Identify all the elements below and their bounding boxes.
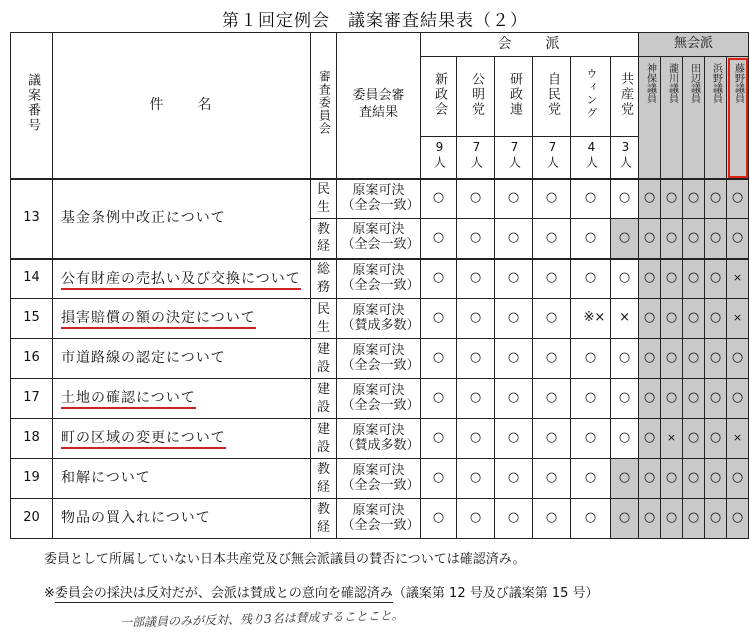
- vote-faction-1: ○: [457, 219, 495, 259]
- committee: 建設: [311, 379, 337, 419]
- committee-result: 原案可決（全会一致）: [337, 339, 421, 379]
- committee: 教経: [311, 219, 337, 259]
- vote-faction-3: ○: [533, 179, 571, 219]
- vote-independent-4: ×: [727, 419, 749, 459]
- vote-independent-3: ○: [705, 339, 727, 379]
- faction-0: 新政会: [421, 57, 457, 137]
- vote-faction-0: ○: [421, 259, 457, 299]
- committee: 民生: [311, 299, 337, 339]
- faction-count-3: 7人: [533, 137, 571, 179]
- vote-faction-0: ○: [421, 339, 457, 379]
- vote-faction-1: ○: [457, 459, 495, 499]
- committee: 総務: [311, 259, 337, 299]
- note-asterisk-underlined: 委員会の採決は反対だが、会派は賛成との意向を確認済み: [54, 586, 393, 601]
- vote-independent-3: ○: [705, 259, 727, 299]
- vote-faction-4: ○: [571, 419, 611, 459]
- vote-independent-2: ○: [683, 259, 705, 299]
- table-row: [11, 179, 749, 219]
- committee-result: 原案可決（全会一致）: [337, 259, 421, 299]
- vote-faction-1: ○: [457, 299, 495, 339]
- committee-result: 原案可決（賛成多数）: [337, 419, 421, 459]
- vote-independent-2: ○: [683, 179, 705, 219]
- vote-independent-3: ○: [705, 299, 727, 339]
- vote-independent-4: ○: [727, 459, 749, 499]
- bill-subject: 土地の確認について: [53, 379, 311, 419]
- note-confirmation: 委員として所属していない日本共産党及び無会派議員の賛否については確認済み。: [44, 552, 526, 567]
- bill-subject: 基金条例中改正について: [53, 179, 311, 259]
- mukaiha-header: 無会派: [639, 33, 749, 57]
- vote-faction-0: ○: [421, 219, 457, 259]
- vote-faction-3: ○: [533, 219, 571, 259]
- number-header: 議案番号: [11, 33, 53, 179]
- vote-faction-2: ○: [495, 419, 533, 459]
- bill-number: 16: [11, 339, 53, 379]
- vote-faction-4: ○: [571, 339, 611, 379]
- vote-independent-1: ○: [661, 259, 683, 299]
- committee-result: 原案可決（全会一致）: [337, 219, 421, 259]
- vote-faction-5: ○: [611, 339, 639, 379]
- vote-faction-5: ○: [611, 179, 639, 219]
- table-row: [11, 299, 749, 339]
- bill-number: 20: [11, 499, 53, 539]
- vote-faction-1: ○: [457, 379, 495, 419]
- vote-faction-4: ○: [571, 179, 611, 219]
- vote-faction-2: ○: [495, 499, 533, 539]
- vote-independent-0: ○: [639, 379, 661, 419]
- table-row: [11, 339, 749, 379]
- bill-number: 17: [11, 379, 53, 419]
- bill-subject: 和解について: [53, 459, 311, 499]
- independent-2: 田辺議員: [683, 57, 705, 179]
- table-row: [11, 379, 749, 419]
- vote-independent-4: ○: [727, 379, 749, 419]
- vote-faction-1: ○: [457, 259, 495, 299]
- bill-subject: 損害賠償の額の決定について: [53, 299, 311, 339]
- vote-independent-3: ○: [705, 419, 727, 459]
- vote-independent-2: ○: [683, 339, 705, 379]
- faction-1: 公明党: [457, 57, 495, 137]
- note-asterisk: [44, 582, 599, 601]
- vote-independent-1: ○: [661, 459, 683, 499]
- vote-independent-0: ○: [639, 459, 661, 499]
- vote-faction-4: ○: [571, 219, 611, 259]
- bill-subject: 公有財産の売払い及び交換について: [53, 259, 311, 299]
- bill-number: 13: [11, 179, 53, 259]
- vote-faction-3: ○: [533, 499, 571, 539]
- vote-faction-2: ○: [495, 299, 533, 339]
- independent-4: 藤野議員: [727, 57, 749, 179]
- committee: 教経: [311, 499, 337, 539]
- faction-5: 共産党: [611, 57, 639, 137]
- vote-faction-4: ○: [571, 259, 611, 299]
- note-asterisk-suffix: （議案第 12 号及び議案第 15 号）: [392, 586, 599, 601]
- vote-faction-3: ○: [533, 419, 571, 459]
- bill-subject: 町の区域の変更について: [53, 419, 311, 459]
- vote-faction-5: ×: [611, 299, 639, 339]
- faction-4: ウィング: [571, 57, 611, 137]
- vote-faction-1: ○: [457, 419, 495, 459]
- faction-count-1: 7人: [457, 137, 495, 179]
- vote-faction-5: ○: [611, 459, 639, 499]
- subject-header: 件 名: [53, 33, 311, 179]
- vote-faction-2: ○: [495, 339, 533, 379]
- committee: 民生: [311, 179, 337, 219]
- vote-independent-2: ○: [683, 379, 705, 419]
- vote-faction-2: ○: [495, 259, 533, 299]
- vote-faction-4: ○: [571, 459, 611, 499]
- vote-faction-5: ○: [611, 419, 639, 459]
- vote-independent-2: ○: [683, 299, 705, 339]
- vote-faction-0: ○: [421, 419, 457, 459]
- vote-faction-1: ○: [457, 179, 495, 219]
- table-row: [11, 459, 749, 499]
- vote-faction-5: ○: [611, 379, 639, 419]
- bill-number: 15: [11, 299, 53, 339]
- page-title: 第１回定例会 議案審査結果表（２）: [222, 11, 528, 31]
- vote-independent-1: ○: [661, 179, 683, 219]
- vote-faction-0: ○: [421, 299, 457, 339]
- vote-faction-5: ○: [611, 499, 639, 539]
- vote-faction-2: ○: [495, 379, 533, 419]
- bill-number: 14: [11, 259, 53, 299]
- vote-independent-4: ○: [727, 339, 749, 379]
- committee-result: 原案可決（全会一致）: [337, 379, 421, 419]
- vote-independent-2: ○: [683, 219, 705, 259]
- vote-independent-3: ○: [705, 499, 727, 539]
- independent-3: 浜野議員: [705, 57, 727, 179]
- handwritten-note: 一部議員のみが反対、残り3名は賛成することこと。: [119, 608, 404, 630]
- vote-faction-4: ※×: [571, 299, 611, 339]
- vote-faction-4: ○: [571, 379, 611, 419]
- vote-independent-0: ○: [639, 299, 661, 339]
- bill-subject: 物品の買入れについて: [53, 499, 311, 539]
- results-table: [10, 32, 749, 539]
- vote-faction-1: ○: [457, 339, 495, 379]
- committee-header: 審査委員会: [311, 33, 337, 179]
- table-row: [11, 259, 749, 299]
- committee-result: 原案可決（賛成多数）: [337, 299, 421, 339]
- vote-independent-3: ○: [705, 179, 727, 219]
- vote-faction-3: ○: [533, 299, 571, 339]
- vote-faction-0: ○: [421, 379, 457, 419]
- independent-0: 神保議員: [639, 57, 661, 179]
- faction-count-5: 3人: [611, 137, 639, 179]
- committee: 建設: [311, 339, 337, 379]
- table-row: [11, 499, 749, 539]
- vote-faction-5: ○: [611, 219, 639, 259]
- vote-independent-2: ○: [683, 459, 705, 499]
- committee: 建設: [311, 419, 337, 459]
- vote-independent-4: ×: [727, 259, 749, 299]
- bill-subject: 市道路線の認定について: [53, 339, 311, 379]
- vote-faction-0: ○: [421, 179, 457, 219]
- committee-result: 原案可決（全会一致）: [337, 459, 421, 499]
- faction-count-4: 4人: [571, 137, 611, 179]
- vote-independent-0: ○: [639, 259, 661, 299]
- table-row: [11, 419, 749, 459]
- vote-faction-3: ○: [533, 459, 571, 499]
- result-header: 委員会審査結果: [337, 33, 421, 179]
- vote-independent-1: ○: [661, 299, 683, 339]
- vote-independent-1: ○: [661, 379, 683, 419]
- vote-faction-2: ○: [495, 219, 533, 259]
- vote-independent-1: ○: [661, 499, 683, 539]
- committee: 教経: [311, 459, 337, 499]
- committee-result: 原案可決（全会一致）: [337, 179, 421, 219]
- faction-3: 自民党: [533, 57, 571, 137]
- vote-faction-0: ○: [421, 499, 457, 539]
- vote-faction-2: ○: [495, 459, 533, 499]
- kaiha-header: 会 派: [421, 33, 639, 57]
- vote-faction-3: ○: [533, 339, 571, 379]
- bill-number: 19: [11, 459, 53, 499]
- vote-independent-1: ×: [661, 419, 683, 459]
- faction-2: 研政連: [495, 57, 533, 137]
- faction-count-2: 7人: [495, 137, 533, 179]
- header-row-1: [11, 33, 749, 57]
- vote-independent-0: ○: [639, 339, 661, 379]
- vote-faction-2: ○: [495, 179, 533, 219]
- vote-faction-4: ○: [571, 499, 611, 539]
- vote-faction-3: ○: [533, 259, 571, 299]
- faction-count-0: 9人: [421, 137, 457, 179]
- vote-faction-0: ○: [421, 459, 457, 499]
- vote-independent-3: ○: [705, 379, 727, 419]
- vote-independent-3: ○: [705, 219, 727, 259]
- vote-independent-4: ○: [727, 219, 749, 259]
- vote-independent-1: ○: [661, 339, 683, 379]
- committee-result: 原案可決（全会一致）: [337, 499, 421, 539]
- vote-independent-0: ○: [639, 499, 661, 539]
- vote-independent-4: ○: [727, 179, 749, 219]
- vote-independent-0: ○: [639, 419, 661, 459]
- bill-number: 18: [11, 419, 53, 459]
- vote-faction-3: ○: [533, 379, 571, 419]
- vote-faction-5: ○: [611, 259, 639, 299]
- vote-independent-2: ○: [683, 499, 705, 539]
- vote-independent-0: ○: [639, 179, 661, 219]
- vote-independent-2: ○: [683, 419, 705, 459]
- vote-independent-3: ○: [705, 459, 727, 499]
- vote-faction-1: ○: [457, 499, 495, 539]
- note-asterisk-mark: ※: [44, 586, 55, 601]
- independent-1: 瀧川議員: [661, 57, 683, 179]
- vote-independent-0: ○: [639, 219, 661, 259]
- vote-independent-4: ○: [727, 499, 749, 539]
- vote-independent-4: ×: [727, 299, 749, 339]
- vote-independent-1: ○: [661, 219, 683, 259]
